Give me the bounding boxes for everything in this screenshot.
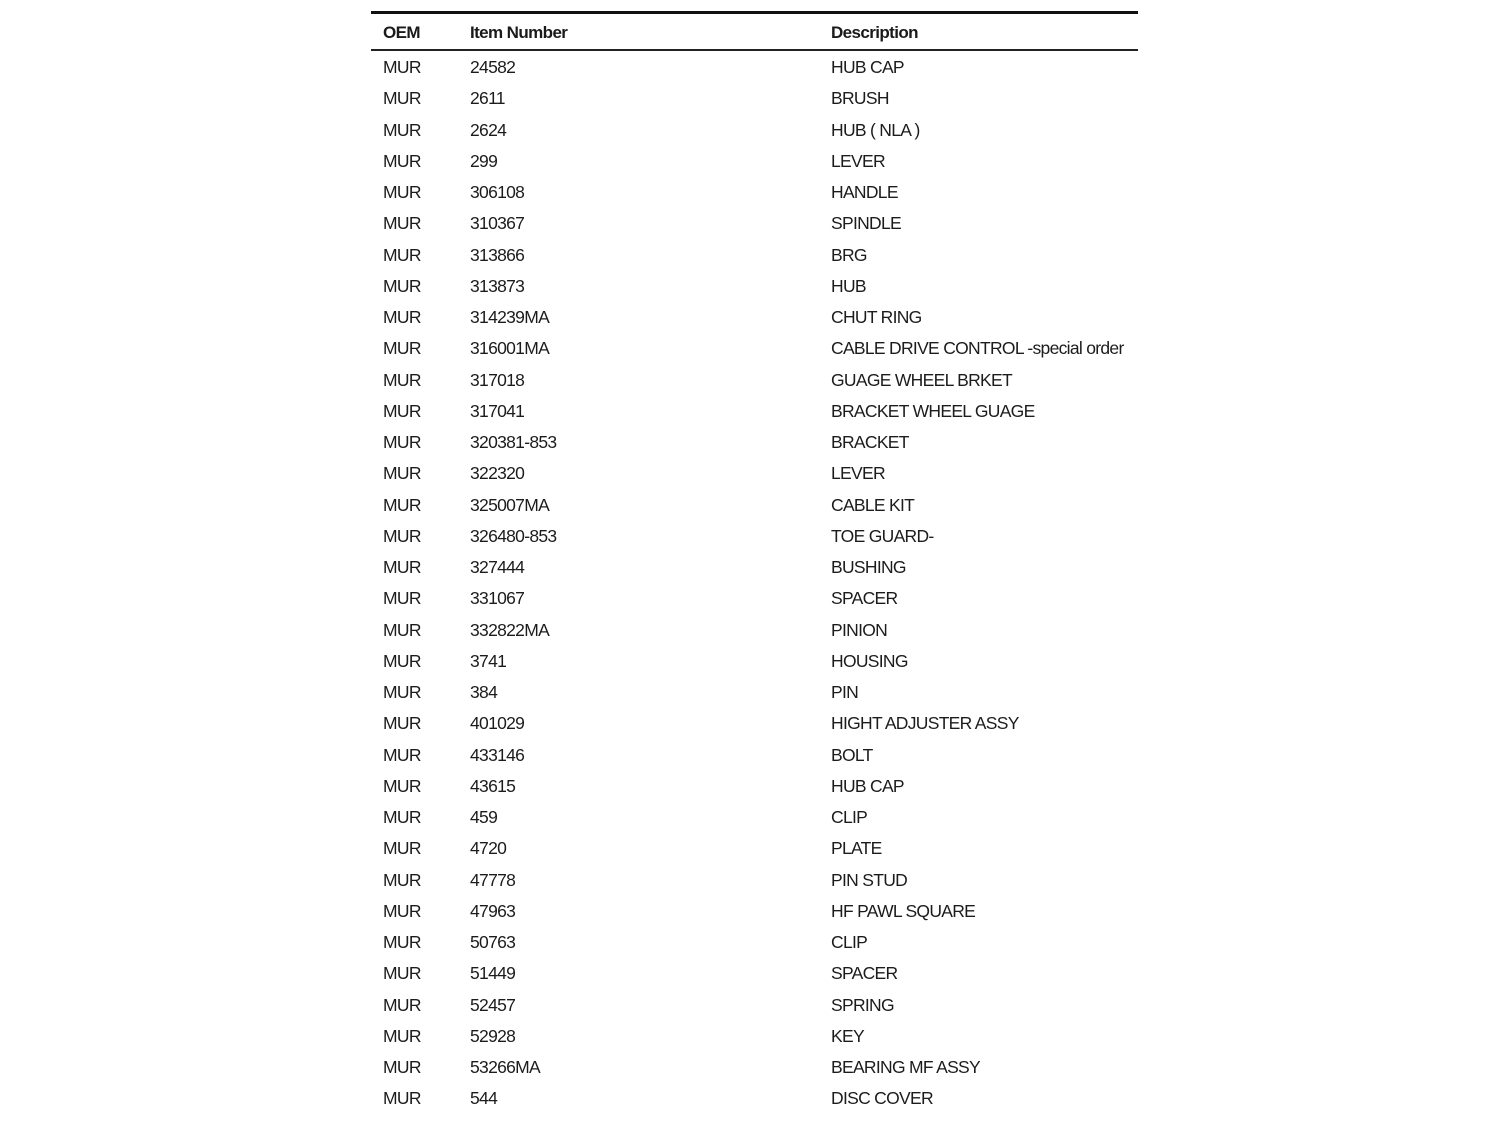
description-cell: PIN: [831, 682, 859, 703]
item-number-cell: 2624: [470, 119, 507, 140]
description-cell: SPRING: [831, 994, 894, 1015]
oem-cell: MUR: [383, 682, 421, 703]
description-cell: HUB ( NLA ): [831, 119, 920, 140]
description-cell: GUAGE WHEEL BRKET: [831, 369, 1012, 390]
oem-cell: MUR: [383, 150, 421, 171]
description-cell: CLIP: [831, 932, 868, 953]
description-cell: LEVER: [831, 150, 885, 171]
item-number-cell: 47963: [470, 900, 516, 921]
description-cell: HUB: [831, 275, 866, 296]
item-number-cell: 320381-853: [470, 432, 557, 453]
item-number-cell: 317041: [470, 400, 525, 421]
table-row: [371, 990, 1138, 1021]
oem-cell: MUR: [383, 432, 421, 453]
oem-cell: MUR: [383, 1057, 421, 1078]
table-row: [371, 240, 1138, 271]
oem-cell: MUR: [383, 744, 421, 765]
table-row: [371, 958, 1138, 989]
item-number-cell: 310367: [470, 213, 525, 234]
item-number-cell: 316001MA: [470, 338, 550, 359]
table-row: [371, 1083, 1138, 1114]
description-cell: BOLT: [831, 744, 873, 765]
item-number-cell: 401029: [470, 713, 525, 734]
item-number-cell: 313873: [470, 275, 525, 296]
oem-cell: MUR: [383, 932, 421, 953]
item-number-cell: 2611: [470, 88, 505, 109]
table-row: [371, 396, 1138, 427]
oem-cell: MUR: [383, 713, 421, 734]
description-cell: HOUSING: [831, 650, 908, 671]
item-number-cell: 325007MA: [470, 494, 550, 515]
item-number-cell: 322320: [470, 463, 525, 484]
oem-cell: MUR: [383, 838, 421, 859]
table-row: [371, 615, 1138, 646]
oem-cell: MUR: [383, 213, 421, 234]
description-cell: HANDLE: [831, 182, 898, 203]
description-cell: PLATE: [831, 838, 882, 859]
oem-cell: MUR: [383, 775, 421, 796]
parts-table: [371, 11, 1138, 1115]
oem-cell: MUR: [383, 463, 421, 484]
table-row: [371, 490, 1138, 521]
oem-cell: MUR: [383, 338, 421, 359]
table-row: [371, 771, 1138, 802]
item-number-cell: 47778: [470, 869, 516, 890]
oem-cell: MUR: [383, 369, 421, 390]
item-number-cell: 327444: [470, 557, 525, 578]
oem-cell: MUR: [383, 494, 421, 515]
table-row: [371, 333, 1138, 364]
description-cell: BEARING MF ASSY: [831, 1057, 980, 1078]
description-cell: BUSHING: [831, 557, 906, 578]
column-header-oem: OEM: [371, 13, 458, 51]
oem-cell: MUR: [383, 119, 421, 140]
item-number-cell: 51449: [470, 963, 516, 984]
item-number-cell: 459: [470, 807, 498, 828]
oem-cell: MUR: [383, 994, 421, 1015]
column-header-item-number: Item Number: [458, 13, 819, 51]
description-cell: CHUT RING: [831, 307, 922, 328]
description-cell: HF PAWL SQUARE: [831, 900, 976, 921]
item-number-cell: 306108: [470, 182, 525, 203]
table-row: [371, 833, 1138, 864]
item-number-cell: 544: [470, 1088, 498, 1109]
table-row: [371, 865, 1138, 896]
column-header-description: Description: [819, 13, 1138, 51]
description-cell: LEVER: [831, 463, 885, 484]
table-row: [371, 802, 1138, 833]
table-row: [371, 896, 1138, 927]
item-number-cell: 384: [470, 682, 498, 703]
description-cell: HUB CAP: [831, 775, 904, 796]
oem-cell: MUR: [383, 244, 421, 265]
table-row: [371, 146, 1138, 177]
oem-cell: MUR: [383, 57, 421, 78]
table-row: [371, 927, 1138, 958]
oem-cell: MUR: [383, 1025, 421, 1046]
description-cell: BRACKET WHEEL GUAGE: [831, 400, 1035, 421]
description-cell: SPACER: [831, 588, 898, 609]
description-cell: BRUSH: [831, 88, 889, 109]
item-number-cell: 50763: [470, 932, 516, 953]
oem-cell: MUR: [383, 619, 421, 640]
item-number-cell: 52928: [470, 1025, 516, 1046]
item-number-cell: 314239MA: [470, 307, 550, 328]
description-cell: BRACKET: [831, 432, 909, 453]
item-number-cell: 332822MA: [470, 619, 550, 640]
table-row: [371, 458, 1138, 489]
item-number-cell: 24582: [470, 57, 516, 78]
item-number-cell: 3741: [470, 650, 507, 671]
table-row: [371, 365, 1138, 396]
description-cell: HUB CAP: [831, 57, 904, 78]
oem-cell: MUR: [383, 900, 421, 921]
oem-cell: MUR: [383, 1088, 421, 1109]
item-number-cell: 4720: [470, 838, 507, 859]
item-number-cell: 433146: [470, 744, 525, 765]
description-cell: SPINDLE: [831, 213, 901, 234]
description-cell: PIN STUD: [831, 869, 908, 890]
oem-cell: MUR: [383, 307, 421, 328]
table-row: [371, 521, 1138, 552]
oem-cell: MUR: [383, 588, 421, 609]
item-number-cell: 52457: [470, 994, 516, 1015]
item-number-cell: 299: [470, 150, 498, 171]
table-row: [371, 1052, 1138, 1083]
table-row: [371, 271, 1138, 302]
table-row: [371, 208, 1138, 239]
table-row: [371, 646, 1138, 677]
item-number-cell: 331067: [470, 588, 525, 609]
description-cell: PINION: [831, 619, 888, 640]
oem-cell: MUR: [383, 182, 421, 203]
table-row: [371, 552, 1138, 583]
table-row: [371, 740, 1138, 771]
table-row: [371, 115, 1138, 146]
table-row: [371, 177, 1138, 208]
description-cell: CABLE DRIVE CONTROL -special order: [831, 338, 1124, 359]
item-number-cell: 326480-853: [470, 525, 557, 546]
description-cell: CLIP: [831, 807, 868, 828]
oem-cell: MUR: [383, 963, 421, 984]
oem-cell: MUR: [383, 88, 421, 109]
table-header: [371, 13, 1138, 51]
item-number-cell: 53266MA: [470, 1057, 541, 1078]
item-number-cell: 313866: [470, 244, 525, 265]
item-number-cell: 43615: [470, 775, 516, 796]
item-number-cell: 317018: [470, 369, 525, 390]
description-cell: HIGHT ADJUSTER ASSY: [831, 713, 1019, 734]
table-body: [371, 50, 1138, 1115]
oem-cell: MUR: [383, 869, 421, 890]
description-cell: BRG: [831, 244, 867, 265]
table-row: [371, 83, 1138, 114]
oem-cell: MUR: [383, 807, 421, 828]
description-cell: CABLE KIT: [831, 494, 915, 515]
description-cell: SPACER: [831, 963, 898, 984]
table-row: [371, 302, 1138, 333]
header-row: [371, 13, 1138, 51]
description-cell: DISC COVER: [831, 1088, 933, 1109]
table-row: [371, 50, 1138, 83]
table-row: [371, 677, 1138, 708]
oem-cell: MUR: [383, 557, 421, 578]
oem-cell: MUR: [383, 650, 421, 671]
oem-cell: MUR: [383, 525, 421, 546]
oem-cell: MUR: [383, 275, 421, 296]
table-row: [371, 708, 1138, 739]
description-cell: KEY: [831, 1025, 864, 1046]
description-cell: TOE GUARD-: [831, 525, 934, 546]
table-row: [371, 583, 1138, 614]
table-row: [371, 1021, 1138, 1052]
oem-cell: MUR: [383, 400, 421, 421]
table-row: [371, 427, 1138, 458]
